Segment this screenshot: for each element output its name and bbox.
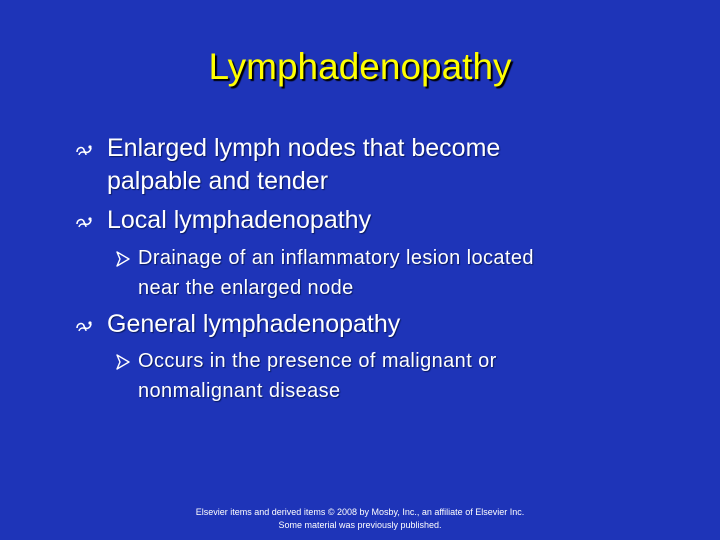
bullet-text-line: Local lymphadenopathy [107,206,372,234]
sub-bullet-text-line: Drainage of an inflammatory lesion located [138,247,534,269]
fleuron-bullet-icon [74,316,94,336]
slide-title: Lymphadenopathy [208,46,512,87]
footer-line: Elsevier items and derived items © 2008 by Mosby, Inc., an affiliate of Elsevier Inc. [195,507,525,517]
copyright-footer [140,506,580,532]
bullet-text-line: General lymphadenopathy [107,310,401,338]
arrowhead-bullet-icon [116,354,130,370]
sub-bullet-text-line: nonmalignant disease [138,380,341,402]
sub-bullet-text-line: near the enlarged node [138,277,354,299]
footer-line: Some material was previously published. [278,520,442,530]
fleuron-bullet-icon [74,140,94,160]
bullet-text-line: Enlarged lymph nodes that become [107,134,501,162]
sub-bullet-text-line: Occurs in the presence of malignant or [138,350,497,372]
fleuron-bullet-icon [74,212,94,232]
bullet-text-line: palpable and tender [107,167,329,195]
arrowhead-bullet-icon [116,251,130,267]
